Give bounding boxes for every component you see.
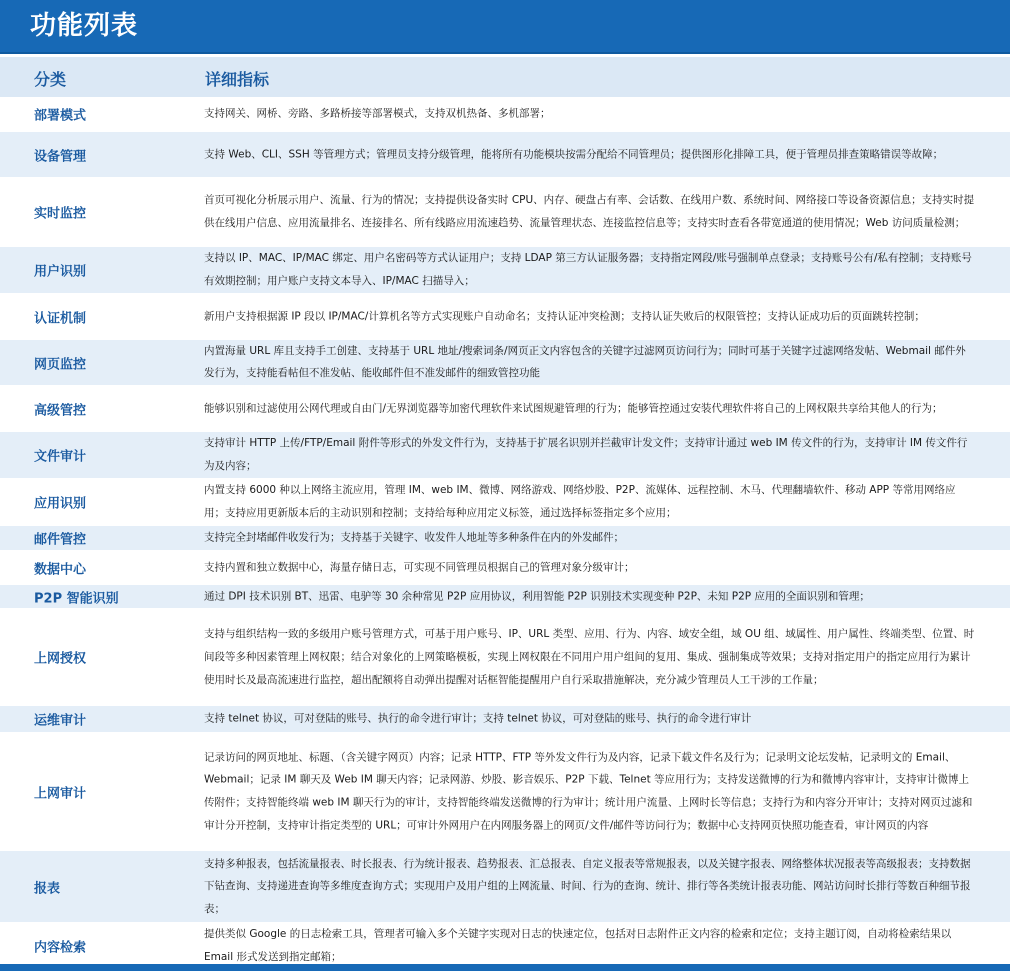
row-category: 上网授权	[34, 651, 87, 667]
row-category: 上网审计	[34, 786, 87, 801]
footer-bar	[0, 964, 1010, 971]
page-title: 功能列表	[30, 11, 139, 41]
table-row	[0, 922, 1010, 969]
row-category: 用户识别	[34, 264, 87, 280]
feature-table	[0, 97, 1010, 969]
row-details: 通过 DPI 技术识别 BT、迅雷、电驴等 30 余种常见 P2P 应用协议，利用智能 P2P 识别技术实现变种 P2P、未知 P2P 应用的全面识别和管理；	[204, 590, 870, 603]
row-category: 网页监控	[34, 357, 87, 372]
table-row	[0, 97, 1010, 131]
table-row	[0, 550, 1010, 584]
row-category: 认证机制	[34, 311, 87, 326]
row-details: 能够识别和过滤使用公网代理或自由门/无界浏览器等加密代理软件来试图规避管理的行为；能够管控通过安装代理软件将自己的上网权限共享给其他人的行为；	[204, 402, 943, 415]
row-category: 部署模式	[34, 108, 87, 124]
table-row	[0, 385, 1010, 431]
table-row	[0, 246, 1010, 293]
table-row	[0, 293, 1010, 339]
row-details: 支持审计 HTTP 上传/FTP/Email 附件等形式的外发文件行为，支持基于扩展名识别并拦截审计发文件；支持审计通过 web IM 传文件的行为，支持审计 IM 传文件行为及内容；	[204, 437, 968, 472]
table-row	[0, 584, 1010, 608]
row-category: 设备管理	[34, 149, 87, 164]
row-category: 应用识别	[34, 496, 87, 512]
row-details: 支持网关、网桥、旁路、多路桥接等部署模式，支持双机热备、多机部署；	[204, 107, 551, 120]
table-header	[0, 57, 1010, 97]
row-details: 记录访问的网页地址、标题、（含关键字网页）内容；记录 HTTP、FTP 等外发文件行为及内容，记录下载文件名及行为；记录明文论坛发帖，记录明文的 Email、Webmail；记录 IM 聊天及 Web IM 聊天内容；记录网游、炒股、影音娱乐、P2P 下载、Telnet 等应用行为；支持发送微博的行为和微博内容审计，支持审计微博上传附件；支持智能终端 web IM 聊天行为的审计，支持智能终端发送微博的行为审计；统计用户流量、上网时长等信息；支持行为和内容分开审计；支持对网页过滤和审计分开控制，支持审计指定类型的 URL；可审计外网用户在内网服务器上的网页/文件/邮件等访问行为；数据中心支持网页快照功能查看，审计网页的内容	[204, 750, 973, 832]
row-details: 新用户支持根据源 IP 段以 IP/MAC/计算机名等方式实现账户自动命名；支持认证冲突检测；支持认证失败后的权限管控；支持认证成功后的页面跳转控制；	[204, 310, 925, 323]
row-details: 提供类似 Google 的日志检索工具，管理者可输入多个关键字实现对日志的快速定位，包括对日志附件正文内容的检索和定位；支持主题订阅，自动将检索结果以 Email 形式发送到指定邮箱；	[204, 928, 952, 963]
table-row	[0, 131, 1010, 177]
row-details: 支持以 IP、MAC、IP/MAC 绑定、用户名密码等方式认证用户；支持 LDAP 第三方认证服务器；支持指定网段/账号强制单点登录；支持账号公有/私有控制；支持账号有效期控制；用户账户支持文本导入、IP/MAC 扫描导入；	[204, 252, 972, 287]
row-details: 支持多种报表，包括流量报表、时长报表、行为统计报表、趋势报表、汇总报表、自定义报表等常规报表，以及关键字报表、网络整体状况报表等高级报表；支持数据下钻查询、支持递进查询等多维度查询方式；实现用户及用户组的上网流量、时间、行为的查询、统计、排行等各类统计报表功能、网站访问时长排行等数百种细节报表；	[204, 857, 971, 915]
table-row	[0, 431, 1010, 478]
table-row	[0, 478, 1010, 525]
page-header	[0, 0, 1010, 54]
row-details: 内置海量 URL 库且支持手工创建、支持基于 URL 地址/搜索词条/网页正文内容包含的关键字过滤网页访问行为；同时可基于关键字过滤网络发帖、Webmail 邮件外发行为，支持能看帖但不准发帖、能收邮件但不准发邮件的细致管控功能	[204, 344, 966, 380]
table-row	[0, 732, 1010, 850]
row-category: 邮件管控	[34, 532, 87, 548]
column-header-category: 分类	[34, 70, 67, 89]
row-details: 支持 Web、CLI、SSH 等管理方式；管理员支持分级管理，能将所有功能模块按需分配给不同管理员；提供图形化排障工具，便于管理员排查策略错误等故障；	[204, 148, 944, 161]
row-category: 文件审计	[34, 449, 87, 465]
table-row	[0, 525, 1010, 550]
row-details: 支持内置和独立数据中心，海量存储日志，可实现不同管理员根据自己的管理对象分级审计；	[204, 561, 635, 574]
row-details: 首页可视化分析展示用户、流量、行为的情况；支持提供设备实时 CPU、内存、硬盘占有率、会话数、在线用户数、系统时间、网络接口等设备资源信息；支持实时提供在线用户信息、应用流量排名、连接排名、所有线路应用流速趋势、流量管理状态、连接监控信息等；支持实时查看各带宽通道的使用情况；Web 访问质量检测；	[204, 194, 975, 229]
table-row	[0, 705, 1010, 732]
row-details: 支持与组织结构一致的多级用户账号管理方式，可基于用户账号、IP、URL 类型、应用、行为、内容、域安全组，域 OU 组、域属性、用户属性、终端类型、位置、时间段等多种因素管理上网权限；结合对象化的上网策略模板，实现上网权限在不同用户用户组间的复用、集成、强制集成等效果；支持对指定用户的指定应用行为累计使用时长及最高流速进行监控，超出配额将自动弹出提醒对话框智能提醒用户自行采取措施解决，充分减少管理员人工干涉的工作量；	[204, 627, 975, 686]
row-category: 高级管控	[34, 403, 87, 418]
table-row	[0, 850, 1010, 922]
row-category: 报表	[34, 881, 61, 896]
row-category: 内容检索	[34, 940, 87, 956]
row-category: P2P 智能识别	[34, 591, 119, 606]
row-details: 支持 telnet 协议，可对登陆的账号、执行的命令进行审计；支持 telnet 协议，可对登陆的账号、执行的命令进行审计	[204, 712, 752, 725]
table-row	[0, 608, 1010, 705]
row-details: 内置支持 6000 种以上网络主流应用，管理 IM、web IM、微博、网络游戏、网络炒股、P2P、流媒体、远程控制、木马、代理翻墙软件、移动 APP 等常用网络应用；支持应用更新版本后的主动识别和控制；支持给每种应用定义标签，通过选择标签指定多个应用；	[204, 484, 956, 519]
row-category: 数据中心	[34, 562, 87, 577]
table-row	[0, 177, 1010, 246]
column-header-details: 详细指标	[205, 70, 270, 89]
row-category: 实时监控	[34, 206, 87, 222]
table-row	[0, 339, 1010, 385]
row-details: 支持完全封堵邮件收发行为；支持基于关键字、收发件人地址等多种条件在内的外发邮件；	[204, 531, 624, 544]
row-category: 运维审计	[34, 713, 87, 729]
